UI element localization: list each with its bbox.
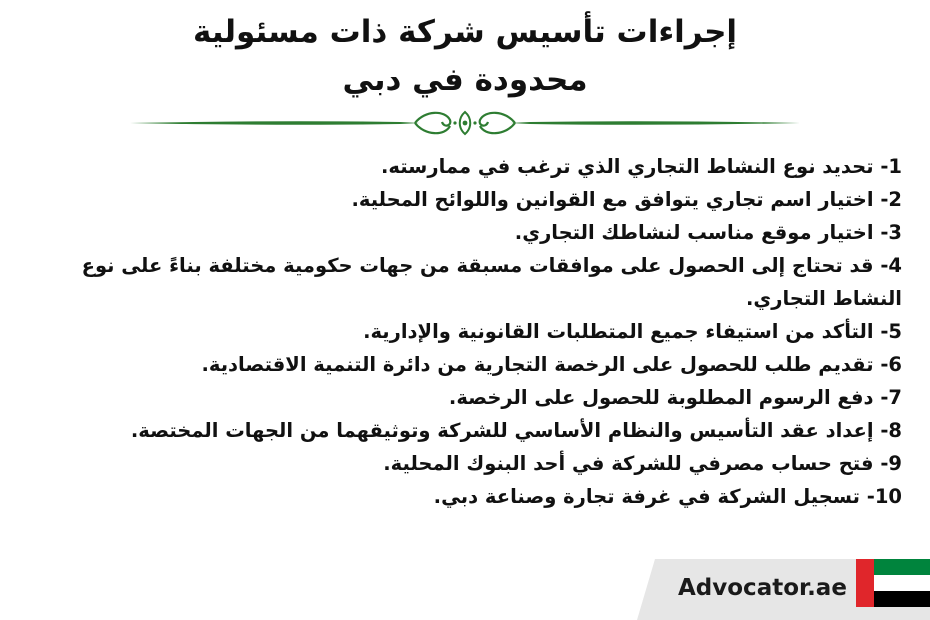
list-item: 3- اختيار موقع مناسب لنشاطك التجاري. <box>514 221 902 244</box>
title-line-1: إجراءات تأسيس شركة ذات مسئولية <box>192 14 738 50</box>
list-item: 5- التأكد من استيفاء جميع المتطلبات القانونية والإدارية. <box>363 320 902 343</box>
list-item: 4- قد تحتاج إلى الحصول على موافقات مسبقة من جهات حكومية مختلفة بناءً على نوع النشاط التجاري. <box>81 254 902 310</box>
steps-list <box>20 150 902 513</box>
list-item: 10- تسجيل الشركة في غرفة تجارة وصناعة دبي. <box>433 485 902 508</box>
title-line-2: محدودة في دبي <box>342 62 588 98</box>
decorative-divider-icon <box>130 108 800 138</box>
uae-flag-icon <box>856 559 930 607</box>
list-item: 7- دفع الرسوم المطلوبة للحصول على الرخصة. <box>448 386 902 409</box>
page-title <box>0 8 930 104</box>
brand-name: Advocator.ae <box>678 575 847 601</box>
list-item: 9- فتح حساب مصرفي للشركة في أحد البنوك المحلية. <box>383 452 902 475</box>
list-item: 8- إعداد عقد التأسيس والنظام الأساسي للشركة وتوثيقهما من الجهات المختصة. <box>130 419 902 442</box>
list-item: 2- اختيار اسم تجاري يتوافق مع القوانين واللوائح المحلية. <box>351 188 902 211</box>
list-item: 6- تقديم طلب للحصول على الرخصة التجارية من دائرة التنمية الاقتصادية. <box>201 353 902 376</box>
list-item: 1- تحديد نوع النشاط التجاري الذي ترغب في ممارسته. <box>380 155 902 178</box>
